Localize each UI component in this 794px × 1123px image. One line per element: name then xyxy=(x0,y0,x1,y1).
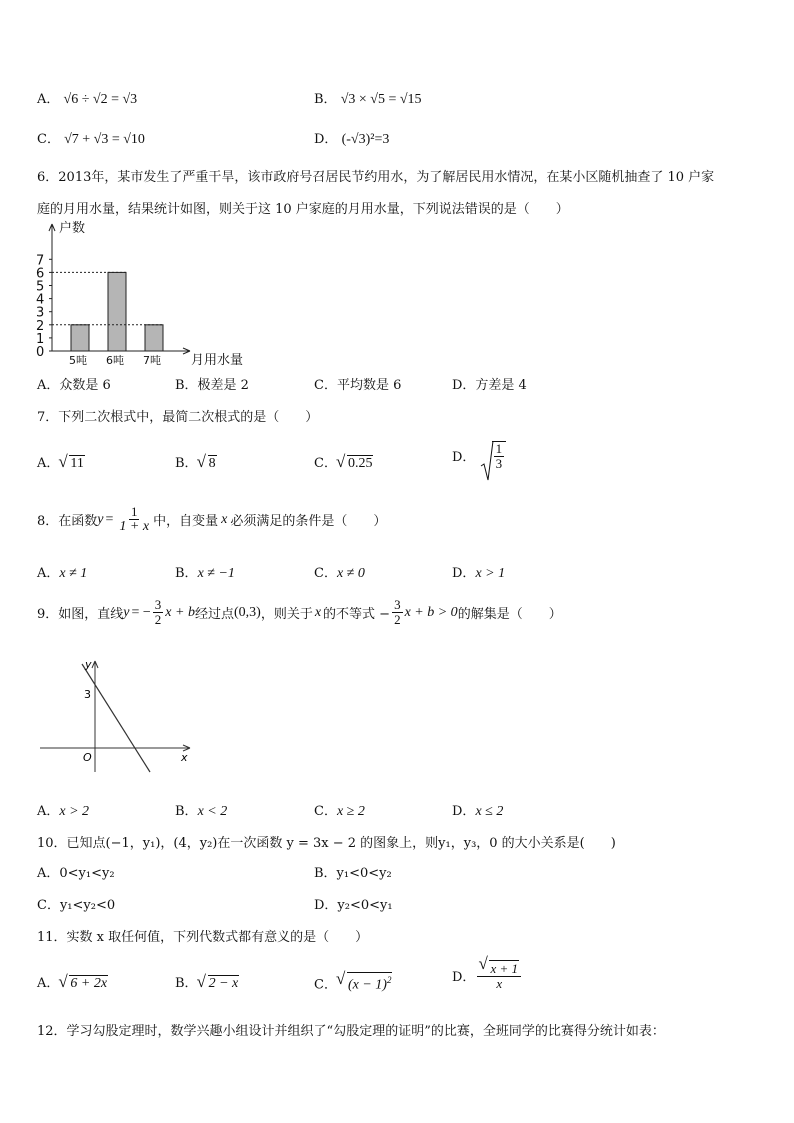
q12-stem: 12．学习勾股定理时，数学兴趣小组设计并组织了“勾股定理的证明”的比赛，全班同学的比赛得分统计如表： xyxy=(37,1024,665,1039)
y-tick-label: 1 xyxy=(36,331,45,347)
q6-option-d: D．方差是 4 xyxy=(452,378,527,393)
option-label: D． xyxy=(452,450,476,465)
option-label: B． xyxy=(175,804,198,819)
q7-option-a xyxy=(37,452,85,472)
denominator: 2 xyxy=(154,612,162,627)
q8-option-d xyxy=(452,562,505,582)
var-x: x xyxy=(221,511,228,527)
fraction xyxy=(392,598,403,627)
graph-y-label: y xyxy=(85,658,92,671)
q9-mid: 经过点 xyxy=(194,607,234,622)
option-label: A． xyxy=(37,456,60,471)
option-expr: x ≥ 2 xyxy=(336,804,365,819)
x-tick-label: 7吨 xyxy=(143,354,161,367)
denominator: x xyxy=(496,976,503,991)
option-label: C． xyxy=(314,456,337,471)
equals: = xyxy=(105,511,114,527)
graph-3-label: 3 xyxy=(84,688,91,701)
q8-suffix1: 中，自变量 xyxy=(153,514,219,529)
q11-option-d xyxy=(452,960,523,991)
radicand: 2 − x xyxy=(208,976,239,991)
radicand: x + 1 xyxy=(490,961,518,976)
point: (0,3) xyxy=(233,604,261,620)
option-label: D． xyxy=(452,970,476,985)
option-expr: x ≤ 2 xyxy=(475,804,504,819)
y-tick-label: 0 xyxy=(36,345,45,360)
q11-stem: 11．实数 x 取任何值，下列代数式都有意义的是（ ） xyxy=(37,930,369,945)
line-y-neg-3-2x-b xyxy=(82,664,150,772)
option-label: C． xyxy=(314,804,337,819)
line-graph xyxy=(38,656,198,776)
radical-sign xyxy=(480,440,494,482)
y-tick-label: 3 xyxy=(36,305,45,321)
radicand: 6 + 2x xyxy=(70,976,108,991)
q7-option-b xyxy=(175,452,217,472)
option-label: B． xyxy=(314,92,337,107)
q5-a-expr: √6 ÷ √2 = √3 xyxy=(63,92,138,107)
exponent: 2 xyxy=(386,975,392,985)
q10-stem: 10．已知点(−1，y₁)，(4，y₂)在一次函数 y = 3x − 2 的图象上，则y₁，y₃，0 的大小关系是( ) xyxy=(37,836,616,851)
q6-option-c: C．平均数是 6 xyxy=(314,378,402,393)
option-label: C． xyxy=(37,132,60,147)
radicand xyxy=(347,972,393,993)
q11-option-b xyxy=(175,972,239,992)
numerator xyxy=(477,960,521,977)
option-expr: x ≠ 1 xyxy=(59,566,88,581)
graph-origin-label: O xyxy=(83,751,92,764)
q9-tail: 的解集是（ ） xyxy=(457,607,562,622)
sqrt xyxy=(480,960,519,976)
sqrt xyxy=(199,975,240,992)
q5-option-c xyxy=(37,128,145,148)
radicand: 8 xyxy=(208,456,216,471)
bar xyxy=(71,325,89,351)
y-axis-label: 户数 xyxy=(59,221,86,236)
denominator: 3 xyxy=(495,456,503,471)
option-expr: x > 1 xyxy=(475,566,506,581)
linear-term: x + b xyxy=(165,604,195,620)
y-tick-label: 7 xyxy=(36,253,45,269)
q7-stem: 7．下列二次根式中，最简二次根式的是（ ） xyxy=(37,410,319,425)
y-tick-label: 5 xyxy=(36,279,45,295)
sqrt xyxy=(338,455,374,472)
x-axis-label: 月用水量 xyxy=(191,353,244,368)
q11-option-c xyxy=(314,972,392,994)
equals-minus: = − xyxy=(131,604,151,620)
inequality-tail: x + b > 0 xyxy=(404,604,458,620)
q8-stem xyxy=(37,505,386,534)
option-label: C． xyxy=(314,566,337,581)
radicand-base: (x − 1) xyxy=(347,977,387,993)
option-label: D． xyxy=(314,132,338,147)
option-label: A． xyxy=(37,566,60,581)
numerator: 3 xyxy=(154,597,162,612)
q5-option-b xyxy=(314,88,422,108)
q8-option-c xyxy=(314,562,365,582)
q9-option-c xyxy=(314,800,365,820)
option-label: B． xyxy=(175,566,198,581)
q5-option-a xyxy=(37,88,137,108)
fraction xyxy=(153,598,164,627)
q6-stem-line2: 庭的月用水量，结果统计如图，则关于这 10 户家庭的月用水量，下列说法错误的是（ ） xyxy=(37,202,569,217)
fraction xyxy=(117,505,151,534)
option-label: D． xyxy=(452,804,476,819)
option-label: B． xyxy=(175,456,198,471)
option-expr: x < 2 xyxy=(197,804,228,819)
q11-option-a xyxy=(37,972,108,992)
q10-option-a: A．0<y₁<y₂ xyxy=(37,866,115,881)
sqrt xyxy=(60,455,84,472)
radicand: 0.25 xyxy=(347,456,373,471)
q5-b-expr: √3 × √5 = √15 xyxy=(340,92,422,107)
option-expr: x ≠ −1 xyxy=(197,566,235,581)
option-label: C． xyxy=(314,977,337,993)
q6-stem-line1: 6．2013年，某市发生了严重干旱，该市政府号召居民节约用水，为了解居民用水情况，在某小区随机抽查了 10 户家 xyxy=(37,170,715,185)
denominator: 1 + x xyxy=(119,519,150,534)
q10-option-c: C．y₁<y₂<0 xyxy=(37,898,116,913)
graph-x-label: x xyxy=(181,751,188,764)
sqrt-fraction xyxy=(480,440,507,471)
option-label: D． xyxy=(452,566,476,581)
bar xyxy=(145,325,163,351)
var-y: y xyxy=(123,604,130,620)
q10-option-b: B．y₁<0<y₂ xyxy=(314,866,392,881)
q8-suffix2: 必须满足的条件是（ ） xyxy=(230,514,387,529)
q8-option-b xyxy=(175,562,235,582)
var-x: x xyxy=(314,604,322,620)
option-label: B． xyxy=(175,976,198,991)
denominator: 2 xyxy=(394,612,401,627)
q5-option-d xyxy=(314,128,389,148)
sqrt xyxy=(338,972,393,994)
var-y: y xyxy=(97,511,104,527)
fraction xyxy=(477,960,521,991)
numerator: 1 xyxy=(130,504,138,519)
y-tick-label: 4 xyxy=(36,292,45,308)
radicand-box xyxy=(492,441,507,471)
option-label: A． xyxy=(37,92,60,107)
option-expr: x ≠ 0 xyxy=(336,566,365,581)
y-tick-label: 2 xyxy=(36,318,45,334)
q9-option-a xyxy=(37,800,89,820)
q7-option-c xyxy=(314,452,373,472)
q8-prefix: 8．在函数 xyxy=(37,514,98,529)
numerator: 3 xyxy=(394,597,401,612)
option-label: A． xyxy=(37,976,60,991)
q6-option-a: A．众数是 6 xyxy=(37,378,111,393)
sqrt xyxy=(199,455,217,472)
x-tick-label: 6吨 xyxy=(106,354,124,367)
q10-option-d: D．y₂<0<y₁ xyxy=(314,898,393,913)
q9-prefix: 9．如图，直线 xyxy=(37,607,124,622)
sqrt xyxy=(60,975,108,992)
q9-mid2: ，则关于 xyxy=(260,607,313,622)
q5-c-expr: √7 + √3 = √10 xyxy=(64,132,145,147)
option-expr: x > 2 xyxy=(59,804,90,819)
q8-option-a xyxy=(37,562,87,582)
bar xyxy=(108,272,126,351)
option-label: A． xyxy=(37,804,60,819)
q5-d-expr: (-√3)²=3 xyxy=(341,132,390,147)
radicand: 11 xyxy=(70,456,84,471)
q9-stem xyxy=(37,598,562,627)
q9-mid3: 的不等式 − xyxy=(323,607,391,622)
x-tick-label: 5吨 xyxy=(69,354,87,367)
numerator: 1 xyxy=(495,441,503,456)
q6-option-b: B．极差是 2 xyxy=(175,378,249,393)
q9-option-d xyxy=(452,800,503,820)
y-tick-label: 6 xyxy=(36,266,45,282)
fraction xyxy=(494,442,505,471)
water-usage-bar-chart xyxy=(30,220,270,368)
q9-option-b xyxy=(175,800,227,820)
q7-option-d xyxy=(452,440,506,471)
